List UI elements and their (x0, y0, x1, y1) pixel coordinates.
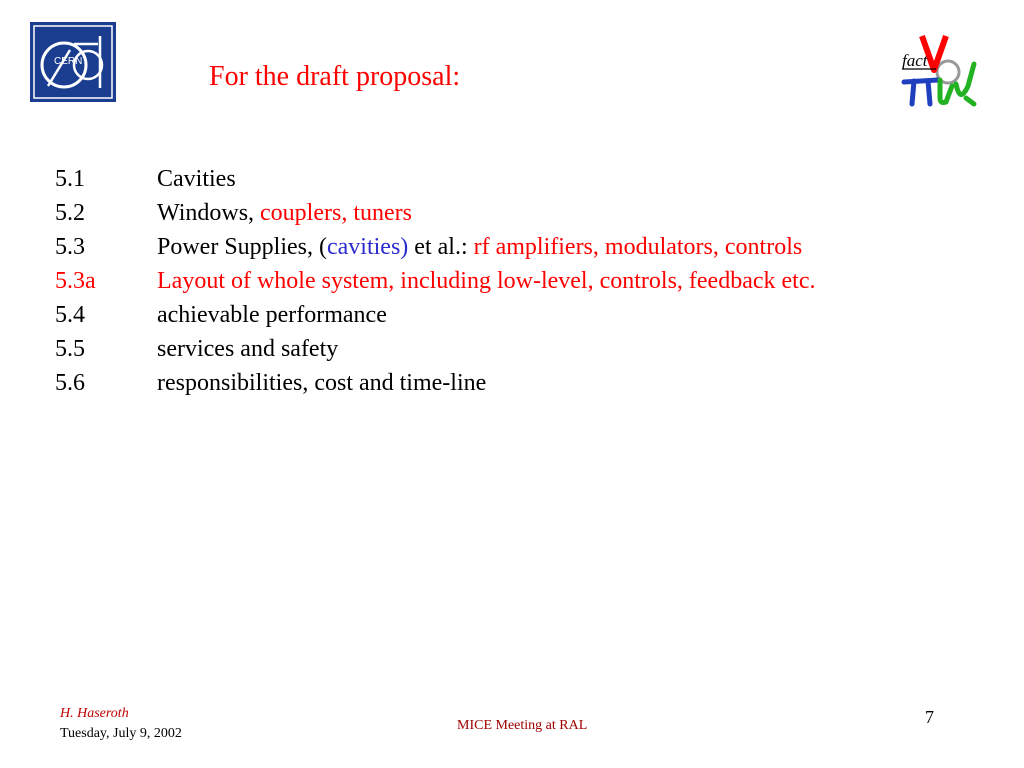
list-item-segment: couplers, tuners (260, 200, 412, 226)
cern-logo (30, 22, 116, 102)
footer-meeting: MICE Meeting at RAL (457, 718, 588, 733)
list-item-segment: Layout of whole system, including low-level, controls, feedback etc. (157, 268, 816, 294)
list-item-text (157, 332, 338, 366)
slide-title: For the draft proposal: (209, 61, 461, 92)
list-item-number: 5.6 (55, 370, 85, 396)
list-item-number: 5.1 (55, 166, 85, 192)
nufact-logo-text: fact (902, 51, 928, 70)
list-item-text (157, 264, 815, 298)
list-item-number: 5.5 (55, 336, 85, 362)
list-item-segment: achievable performance (157, 302, 387, 328)
list-item-text (157, 366, 486, 400)
list-item-text (157, 162, 236, 196)
list-item-segment: et al.: (408, 234, 474, 260)
list-item-number: 5.2 (55, 200, 85, 226)
list-item-segment: Power Supplies, ( (157, 234, 327, 260)
list-item-segment: Windows, (157, 200, 261, 226)
list-item-segment: cavities) (327, 234, 409, 260)
list-item-segment: Cavities (157, 166, 236, 192)
list-item-segment: services and safety (157, 336, 339, 362)
footer-author: H. Haseroth (60, 706, 129, 721)
list-item-number: 5.4 (55, 302, 85, 328)
list-item-text (157, 298, 387, 332)
nufact-logo (900, 32, 982, 108)
list-item-text (157, 196, 412, 230)
list-item-segment: responsibilities, cost and time-line (157, 370, 487, 396)
cern-logo-text: CERN (54, 56, 83, 67)
list-item-number: 5.3 (55, 234, 85, 260)
page-number: 7 (925, 707, 934, 727)
list-item-text (157, 230, 802, 264)
footer-date: Tuesday, July 9, 2002 (60, 726, 182, 741)
list-item-segment: rf amplifiers, modulators, controls (473, 234, 803, 260)
list-item-number: 5.3a (55, 268, 96, 294)
